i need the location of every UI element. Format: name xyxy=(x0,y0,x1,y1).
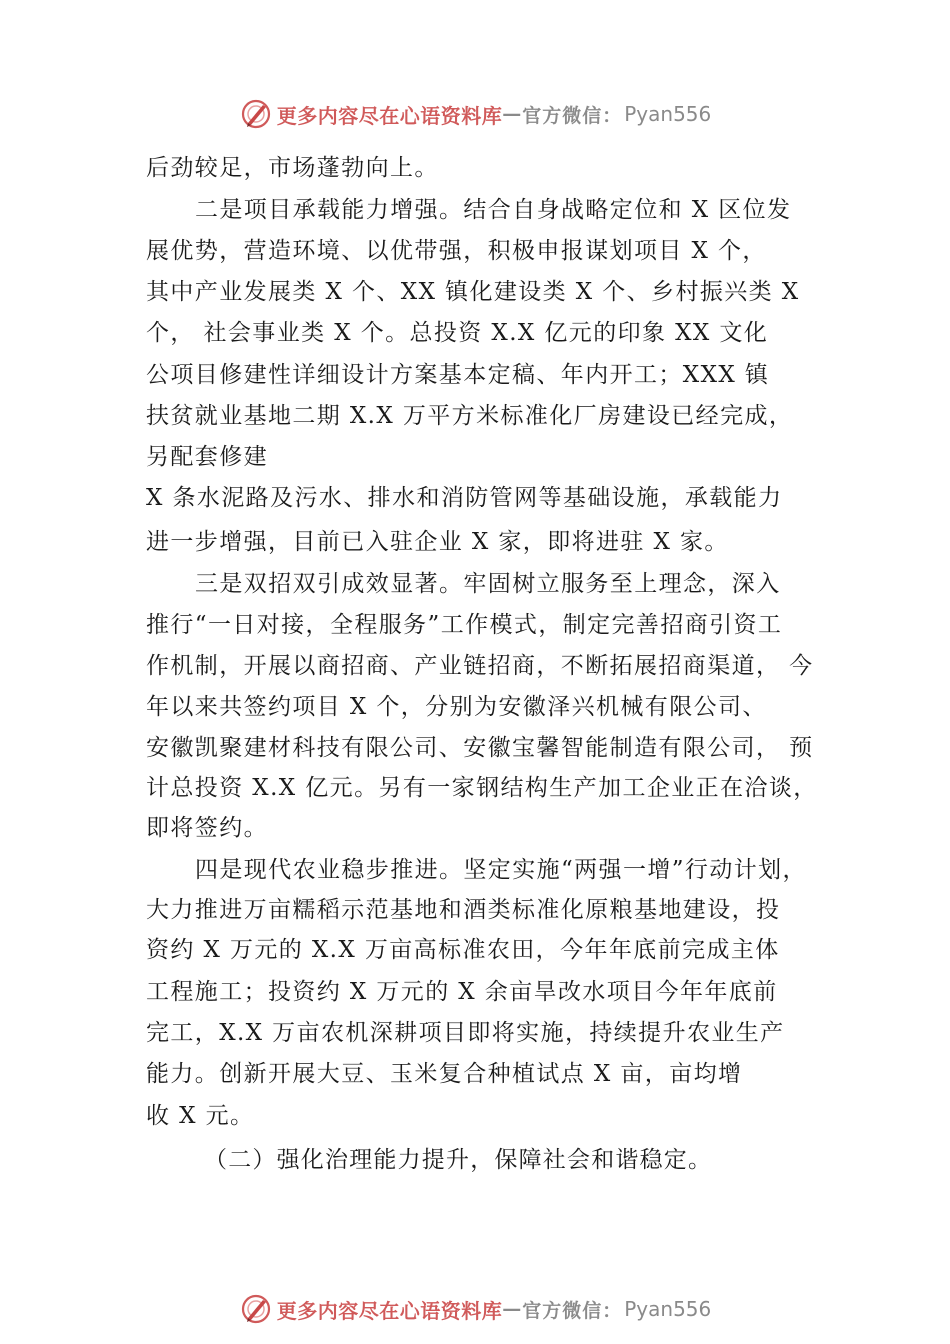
text-line: 安徽凯聚建材科技有限公司、安徽宝馨智能制造有限公司， 预 xyxy=(146,735,814,761)
watermark-brand: 更多内容尽在心语资料库 xyxy=(276,1298,503,1323)
section-heading: （二）强化治理能力提升，保障社会和谐稳定。 xyxy=(204,1147,713,1173)
text-line: 工程施工；投资约 X 万元的 X 余亩旱改水项目今年年底前 xyxy=(146,979,778,1005)
text-line: 推行“一日对接，全程服务”工作模式，制定完善招商引资工 xyxy=(146,612,783,638)
paragraph-item-4-line: 四是现代农业稳步推进。坚定实施“两强一增”行动计划， xyxy=(195,857,807,883)
watermark-separator: — xyxy=(502,103,523,125)
text-line: 大力推进万亩糯稻示范基地和酒类标准化原粮基地建设，投 xyxy=(146,897,781,923)
text-line: 作机制，开展以商招商、产业链招商，不断拓展招商渠道， 今 xyxy=(146,653,814,679)
text-line: 公项目修建性详细设计方案基本定稿、年内开工；XXX 镇 xyxy=(146,362,770,388)
text-line: 另配套修建 xyxy=(146,444,268,470)
text-line: 扶贫就业基地二期 X.X 万平方米标准化厂房建设已经完成， xyxy=(146,403,794,429)
footer-watermark xyxy=(0,1289,950,1329)
text-line: 收 X 元。 xyxy=(146,1103,255,1129)
text-line: 后劲较足，市场蓬勃向上。 xyxy=(146,155,439,181)
watermark-official: 官方微信： xyxy=(522,1299,623,1322)
watermark-separator: — xyxy=(502,1298,523,1320)
text-line: 进一步增强，目前已入驻企业 X 家，即将进驻 X 家。 xyxy=(146,529,729,555)
header-watermark xyxy=(0,94,950,134)
text-line: 完工，X.X 万亩农机深耕项目即将实施，持续提升农业生产 xyxy=(146,1020,785,1046)
paragraph-item-3-line: 三是双招双引成效显著。牢固树立服务至上理念，深入 xyxy=(195,571,781,597)
logo-icon xyxy=(239,97,273,131)
text-line: 即将签约。 xyxy=(146,815,268,841)
text-line: 其中产业发展类 X 个、XX 镇化建设类 X 个、乡村振兴类 X xyxy=(146,279,800,305)
watermark-handle: Pyan556 xyxy=(624,1297,712,1321)
paragraph-item-2-line: 二是项目承载能力增强。结合自身战略定位和 X 区位发 xyxy=(195,197,792,223)
text-line: 个， 社会事业类 X 个。总投资 X.X 亿元的印象 XX 文化 xyxy=(146,320,769,346)
watermark-handle: Pyan556 xyxy=(624,102,712,126)
text-line: 能力。创新开展大豆、玉米复合种植试点 X 亩，亩均增 xyxy=(146,1061,743,1087)
watermark-brand: 更多内容尽在心语资料库 xyxy=(276,103,503,128)
text-line: 资约 X 万元的 X.X 万亩高标准农田，今年年底前完成主体 xyxy=(146,937,780,963)
text-line: 年以来共签约项目 X 个，分别为安徽泽兴机械有限公司、 xyxy=(146,694,767,720)
logo-icon xyxy=(239,1292,273,1326)
text-line: 展优势，营造环境、以优带强，积极申报谋划项目 X 个， xyxy=(146,238,767,264)
text-line: 计总投资 X.X 亿元。另有一家钢结构生产加工企业正在洽谈， xyxy=(146,775,818,801)
text-line: X 条水泥路及污水、排水和消防管网等基础设施，承载能力 xyxy=(146,485,783,511)
watermark-official: 官方微信： xyxy=(522,104,623,127)
